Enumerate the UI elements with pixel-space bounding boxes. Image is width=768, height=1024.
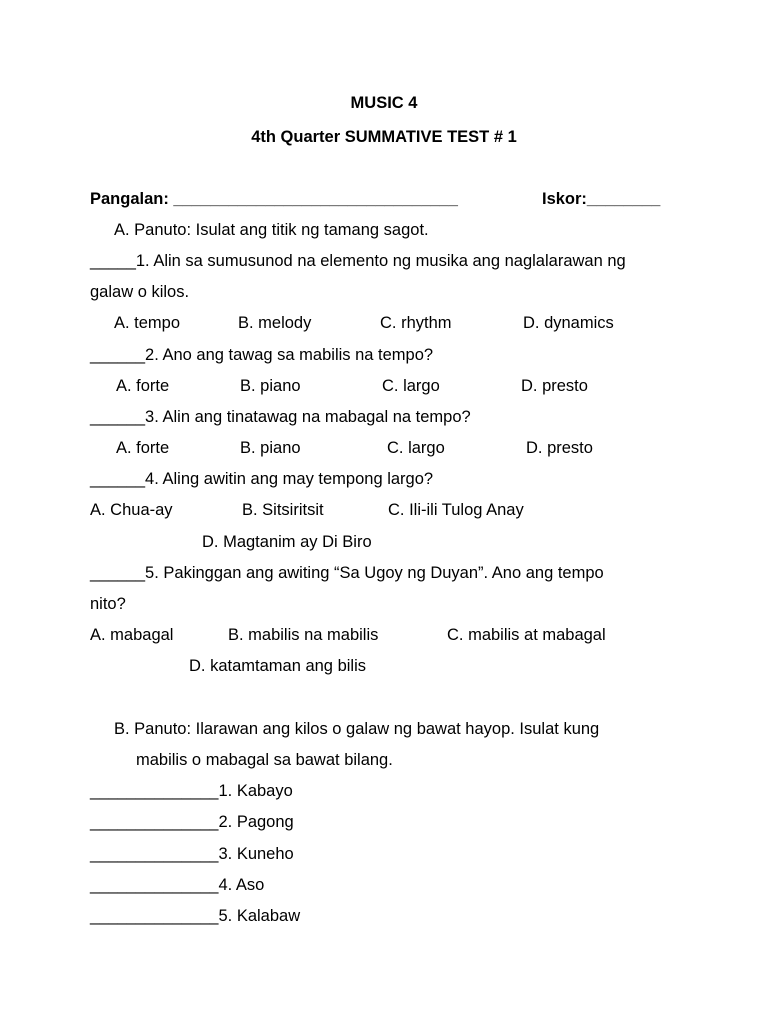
part-b-item: ______________5. Kalabaw	[90, 907, 301, 925]
q5-choice-c: C. mabilis at mabagal	[447, 626, 606, 644]
question-3: ______3. Alin ang tinatawag na mabagal na tempo?	[90, 408, 471, 426]
q3-choice-d: D. presto	[526, 439, 593, 457]
part-b-item: ______________4. Aso	[90, 876, 265, 894]
part-b-item: ______________2. Pagong	[90, 813, 294, 831]
part-b-instruction-line-2: mabilis o mabagal sa bawat bilang.	[136, 751, 393, 769]
part-b-instruction-line-1: B. Panuto: Ilarawan ang kilos o galaw ng bawat hayop. Isulat kung	[114, 720, 600, 738]
q4-choice-c: C. Ili-ili Tulog Anay	[388, 501, 524, 519]
q3-choice-a: A. forte	[116, 439, 170, 457]
q5-choice-a: A. mabagal	[90, 626, 174, 644]
q5-choice-d: D. katamtaman ang bilis	[189, 657, 366, 675]
q4-choice-b: B. Sitsiritsit	[242, 501, 324, 519]
part-b-item: ______________3. Kuneho	[90, 845, 294, 863]
q2-choice-d: D. presto	[521, 377, 588, 395]
part-b-item: ______________1. Kabayo	[90, 782, 293, 800]
q2-choice-b: B. piano	[240, 377, 301, 395]
q4-choice-d: D. Magtanim ay Di Biro	[202, 533, 372, 551]
question-2: ______2. Ano ang tawag sa mabilis na tempo?	[90, 346, 434, 364]
q1-choice-a: A. tempo	[114, 314, 181, 332]
q2-choice-a: A. forte	[116, 377, 170, 395]
q1-choice-c: C. rhythm	[380, 314, 452, 332]
page-title: MUSIC 4	[350, 94, 418, 112]
q1-choice-b: B. melody	[238, 314, 312, 332]
score-field-label: Iskor:________	[542, 190, 661, 208]
question-1-line-1: _____1. Alin sa sumusunod na elemento ng musika ang naglalarawan ng	[90, 252, 626, 270]
part-a-instruction: A. Panuto: Isulat ang titik ng tamang sagot.	[114, 221, 429, 239]
q3-choice-c: C. largo	[387, 439, 445, 457]
q1-choice-d: D. dynamics	[523, 314, 614, 332]
name-field-label: Pangalan: _______________________________	[90, 190, 458, 208]
q4-choice-a: A. Chua-ay	[90, 501, 173, 519]
q5-choice-b: B. mabilis na mabilis	[228, 626, 379, 644]
question-5-line-1: ______5. Pakinggan ang awiting “Sa Ugoy ng Duyan”. Ano ang tempo	[90, 564, 604, 582]
page-subtitle: 4th Quarter SUMMATIVE TEST # 1	[251, 128, 517, 146]
question-5-line-2: nito?	[90, 595, 126, 613]
question-4: ______4. Aling awitin ang may tempong largo?	[90, 470, 434, 488]
q2-choice-c: C. largo	[382, 377, 440, 395]
question-1-line-2: galaw o kilos.	[90, 283, 190, 301]
q3-choice-b: B. piano	[240, 439, 301, 457]
